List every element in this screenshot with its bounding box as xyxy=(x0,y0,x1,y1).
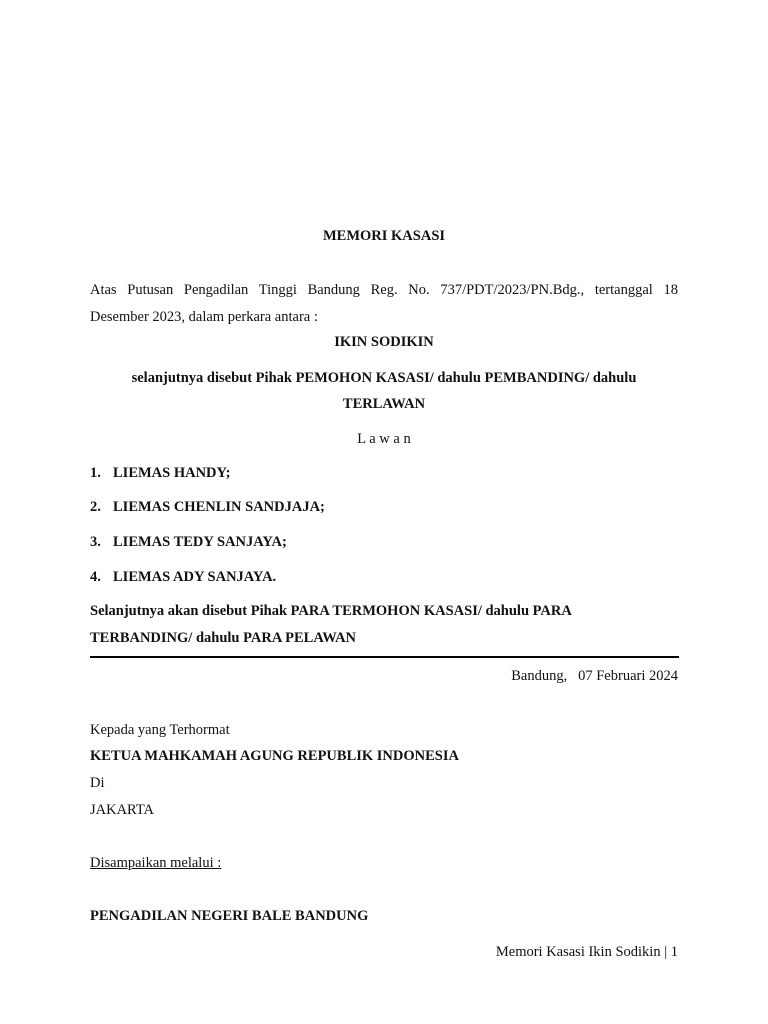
applicant-name: IKIN SODIKIN xyxy=(334,334,434,350)
respondent-name: LIEMAS ADY SANJAYA. xyxy=(113,569,277,585)
addressee-salutation: Kepada yang Terhormat xyxy=(90,722,230,738)
addressee-city: JAKARTA xyxy=(90,802,155,818)
applicant-role-line-2: TERLAWAN xyxy=(342,396,426,412)
versus-label: L a w a n xyxy=(357,431,411,447)
place-date: Bandung, 07 Februari 2024 xyxy=(511,668,678,684)
respondent-name: LIEMAS HANDY; xyxy=(113,465,231,481)
respondents-role-line-2: TERBANDING/ dahulu PARA PELAWAN xyxy=(90,630,357,646)
respondent-item xyxy=(90,569,276,586)
intro-line-2: Desember 2023, dalam perkara antara : xyxy=(90,309,318,325)
page-footer: Memori Kasasi Ikin Sodikin | 1 xyxy=(495,944,678,960)
via-court: PENGADILAN NEGERI BALE BANDUNG xyxy=(90,908,369,924)
respondent-number: 4. xyxy=(90,569,101,585)
via-label xyxy=(90,855,221,872)
respondent-name: LIEMAS TEDY SANJAYA; xyxy=(113,534,287,550)
section-divider xyxy=(90,656,679,658)
intro-line-1: Atas Putusan Pengadilan Tinggi Bandung Reg. No. 737/PDT/2023/PN.Bdg., tertanggal 18 xyxy=(90,282,678,298)
applicant-role-line-1: selanjutnya disebut Pihak PEMOHON KASASI/ dahulu PEMBANDING/ dahulu xyxy=(131,370,637,386)
respondent-number: 3. xyxy=(90,534,101,550)
addressee-name: KETUA MAHKAMAH AGUNG REPUBLIK INDONESIA xyxy=(90,748,459,764)
respondent-item xyxy=(90,499,325,516)
respondent-item xyxy=(90,465,231,482)
respondent-number: 1. xyxy=(90,465,101,481)
respondent-name: LIEMAS CHENLIN SANDJAJA; xyxy=(113,499,325,515)
respondent-item xyxy=(90,534,287,551)
respondents-role-line-1: Selanjutnya akan disebut Pihak PARA TERMOHON KASASI/ dahulu PARA xyxy=(90,603,572,619)
document-title: MEMORI KASASI xyxy=(322,228,446,244)
respondent-number: 2. xyxy=(90,499,101,515)
via-label-text: Disampaikan melalui : xyxy=(90,855,222,871)
addressee-di: Di xyxy=(90,775,105,791)
